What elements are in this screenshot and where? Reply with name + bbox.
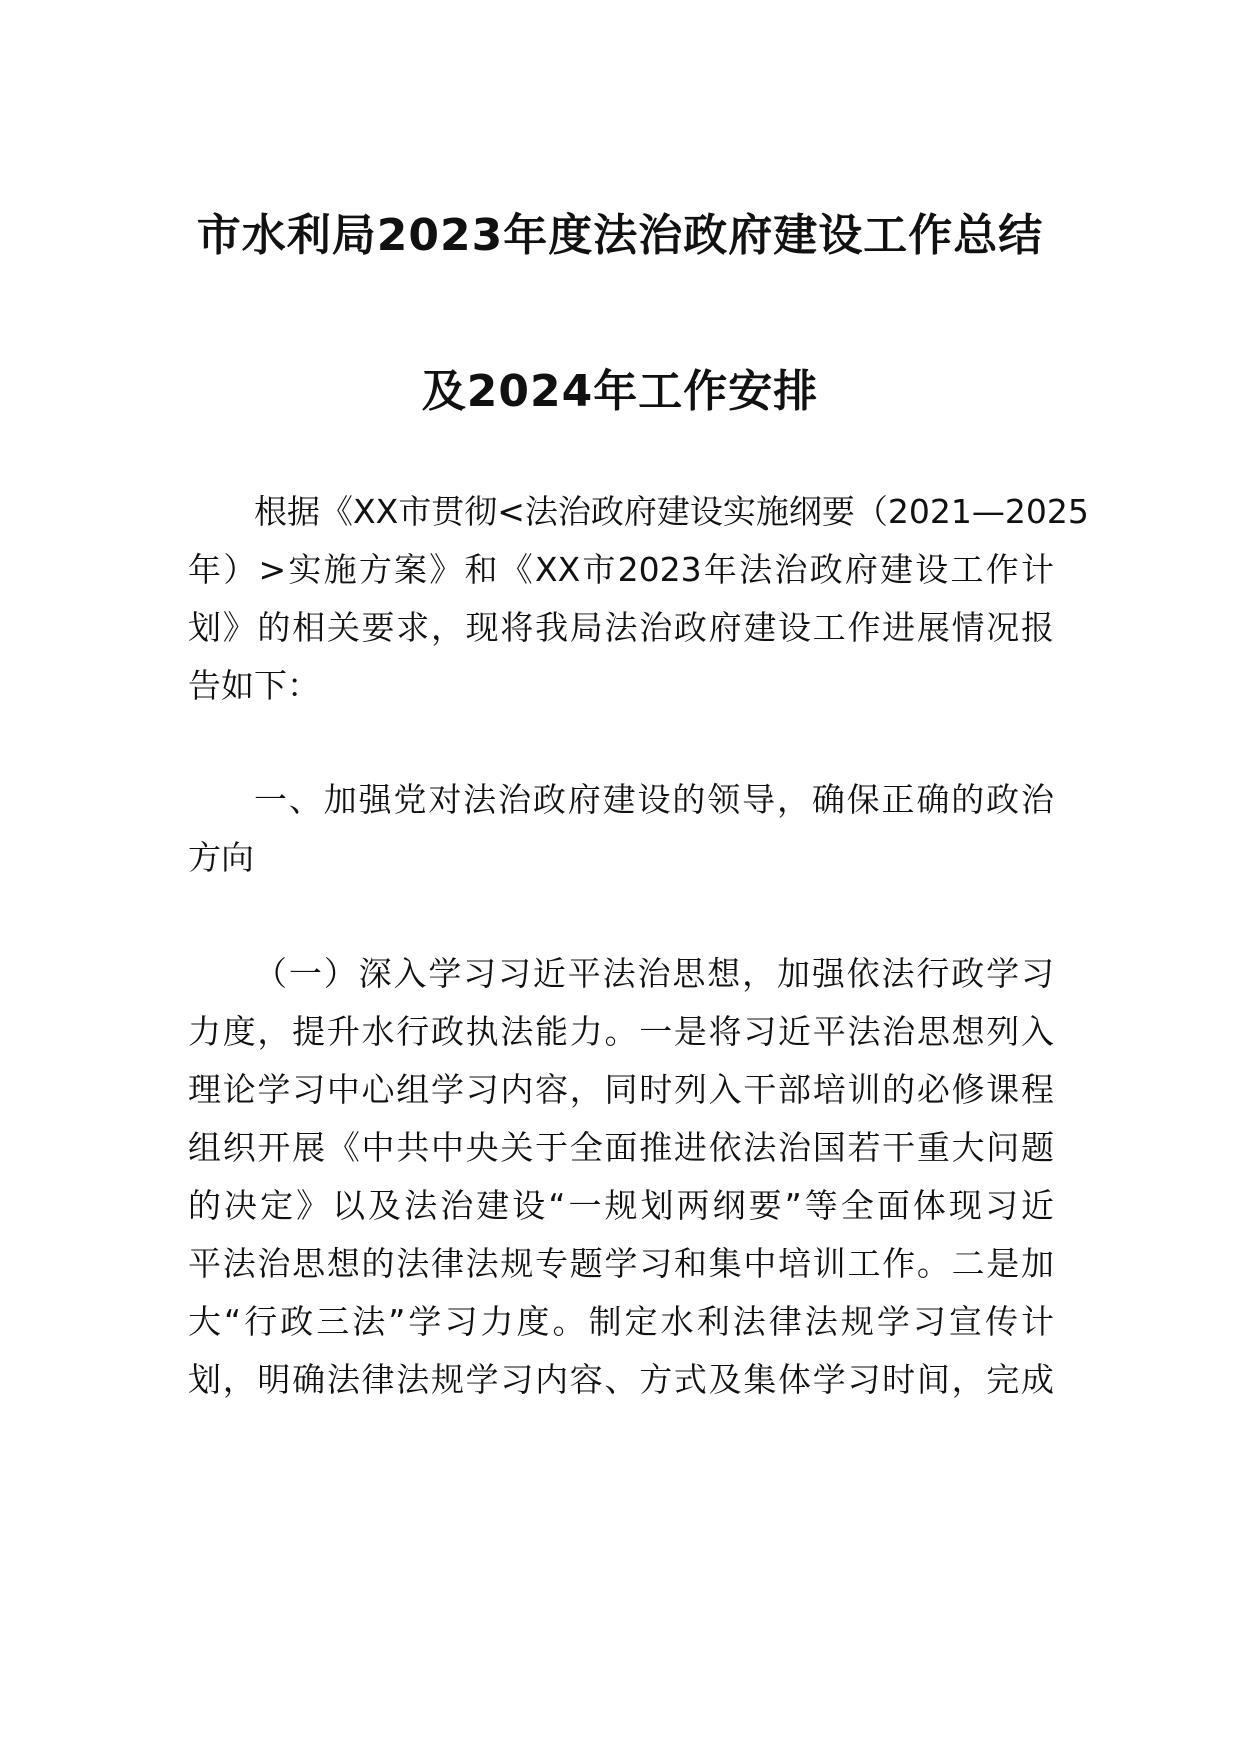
paragraph-line: 力度，提升水行政执法能力。一是将习近平法治思想列入 [188, 1012, 1054, 1051]
paragraph-line: 年）>实施方案》和《XX市2023年法治政府建设工作计 [188, 550, 1054, 589]
paragraph-line: 方向 [188, 838, 254, 877]
paragraph-line: 组织开展《中共中央关于全面推进依法治国若干重大问题 [188, 1128, 1054, 1167]
document-title-line-1: 市水利局2023年度法治政府建设工作总结 [196, 210, 1044, 261]
paragraph-line: 理论学习中心组学习内容，同时列入干部培训的必修课程 [188, 1070, 1054, 1109]
paragraph-line: 划，明确法律法规学习内容、方式及集体学习时间，完成 [188, 1360, 1054, 1399]
paragraph-line: 划》的相关要求，现将我局法治政府建设工作进展情况报 [188, 608, 1054, 647]
paragraph-line: （一）深入学习习近平法治思想，加强依法行政学习 [254, 954, 1054, 993]
paragraph-line: 大“行政三法”学习力度。制定水利法律法规学习宣传计 [188, 1302, 1054, 1341]
paragraph-line: 平法治思想的法律法规专题学习和集中培训工作。二是加 [188, 1244, 1054, 1283]
paragraph-line: 告如下： [188, 666, 320, 705]
paragraph-line: 根据《XX市贯彻<法治政府建设实施纲要（2021—2025 [254, 492, 1089, 531]
document-title-line-2: 及2024年工作安排 [421, 366, 819, 417]
paragraph-line: 一、加强党对法治政府建设的领导，确保正确的政治 [254, 780, 1054, 819]
paragraph-line: 的决定》以及法治建设“一规划两纲要”等全面体现习近 [188, 1186, 1054, 1225]
